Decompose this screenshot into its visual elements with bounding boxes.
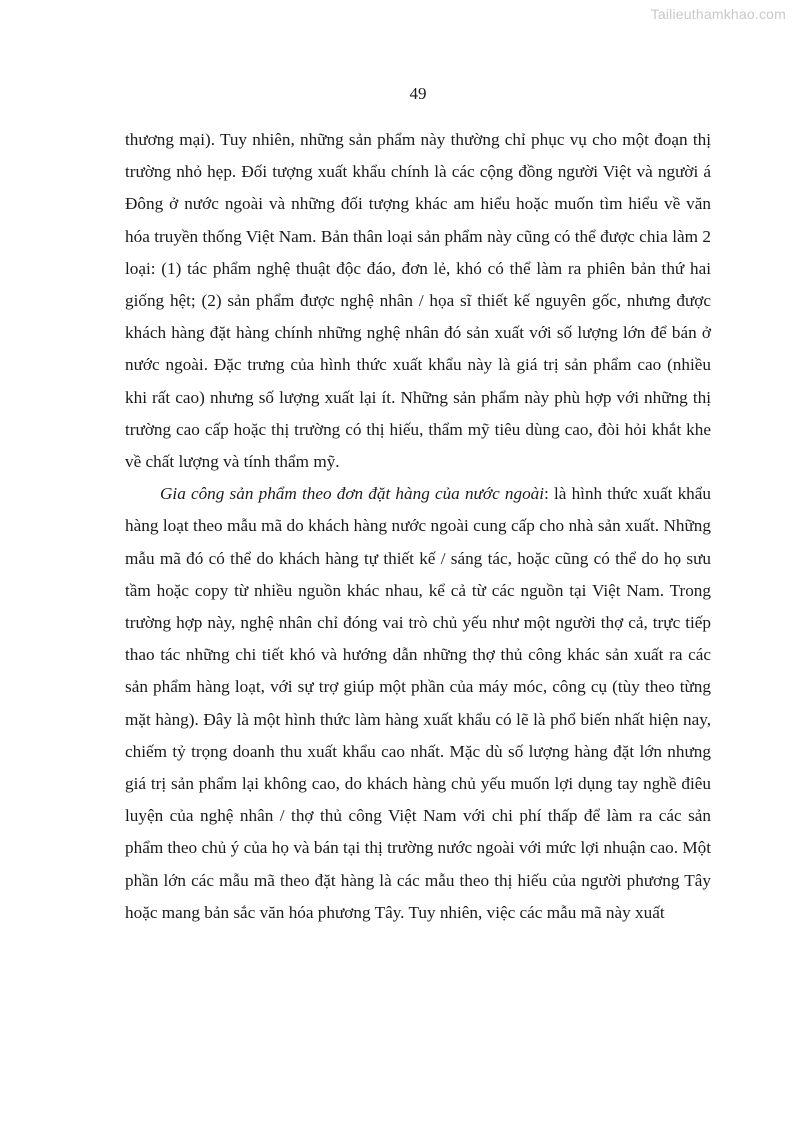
paragraph-text: : là hình thức xuất khẩu hàng loạt theo mẫu mã do khách hàng nước ngoài cung cấp cho nhà sản xuất. Những mẫu mã đó có thể do khách hàng tự thiết kế / sáng tác, hoặc cũng có thể do họ sưu tầm hoặc copy từ nhiều nguồn khác nhau, kể cả từ các nguồn tại Việt Nam. Trong trường hợp này, nghệ nhân chỉ đóng vai trò chủ yếu như một người thợ cả, trực tiếp thao tác những chi tiết khó và hướng dẫn những thợ thủ công khác sản xuất ra các sản phẩm hàng loạt, với sự trợ giúp một phần của máy móc, công cụ (tùy theo từng mặt hàng). Đây là một hình thức làm hàng xuất khẩu có lẽ là phổ biến nhất hiện nay, chiếm tỷ trọng doanh thu xuất khẩu cao nhất. Mặc dù số lượng hàng đặt lớn nhưng giá trị sản phẩm lại không cao, do khách hàng chủ yếu muốn lợi dụng tay nghề điêu luyện của nghệ nhân / thợ thủ công Việt Nam với chi phí thấp để làm ra các sản phẩm theo chủ ý của họ và bán tại thị trường nước ngoài với mức lợi nhuận cao. Một phần lớn các mẫu mã theo đặt hàng là các mẫu theo thị hiếu của người phương Tây hoặc mang bản sắc văn hóa phương Tây. Tuy nhiên, việc các mẫu mã này xuất	[125, 484, 711, 922]
paragraph-text: thương mại). Tuy nhiên, những sản phẩm này thường chỉ phục vụ cho một đoạn thị trường nhỏ hẹp. Đối tượng xuất khẩu chính là các cộng đồng người Việt và người á Đông ở nước ngoài và những đối tượng khác am hiểu hoặc muốn tìm hiểu về văn hóa truyền thống Việt Nam. Bản thân loại sản phẩm này cũng có thể được chia làm 2 loại: (1) tác phẩm nghệ thuật độc đáo, đơn lẻ, khó có thể làm ra phiên bản thứ hai giống hệt; (2) sản phẩm được nghệ nhân / họa sĩ thiết kế nguyên gốc, nhưng được khách hàng đặt hàng chính những nghệ nhân đó sản xuất với số lượng lớn để bán ở nước ngoài. Đặc trưng của hình thức xuất khẩu này là giá trị sản phẩm cao (nhiều khi rất cao) nhưng số lượng xuất lại ít. Những sản phẩm này phù hợp với những thị trường cao cấp hoặc thị trường có thị hiếu, thẩm mỹ tiêu dùng cao, đòi hỏi khắt khe về chất lượng và tính thẩm mỹ.	[125, 130, 711, 472]
paragraph	[125, 478, 711, 929]
document-body	[125, 124, 711, 929]
paragraph-italic-lead: Gia công sản phẩm theo đơn đặt hàng của nước ngoài	[160, 484, 545, 504]
paragraph	[125, 124, 711, 478]
page-number: 49	[409, 84, 427, 103]
watermark-text: Tailieuthamkhao.com	[650, 6, 786, 22]
